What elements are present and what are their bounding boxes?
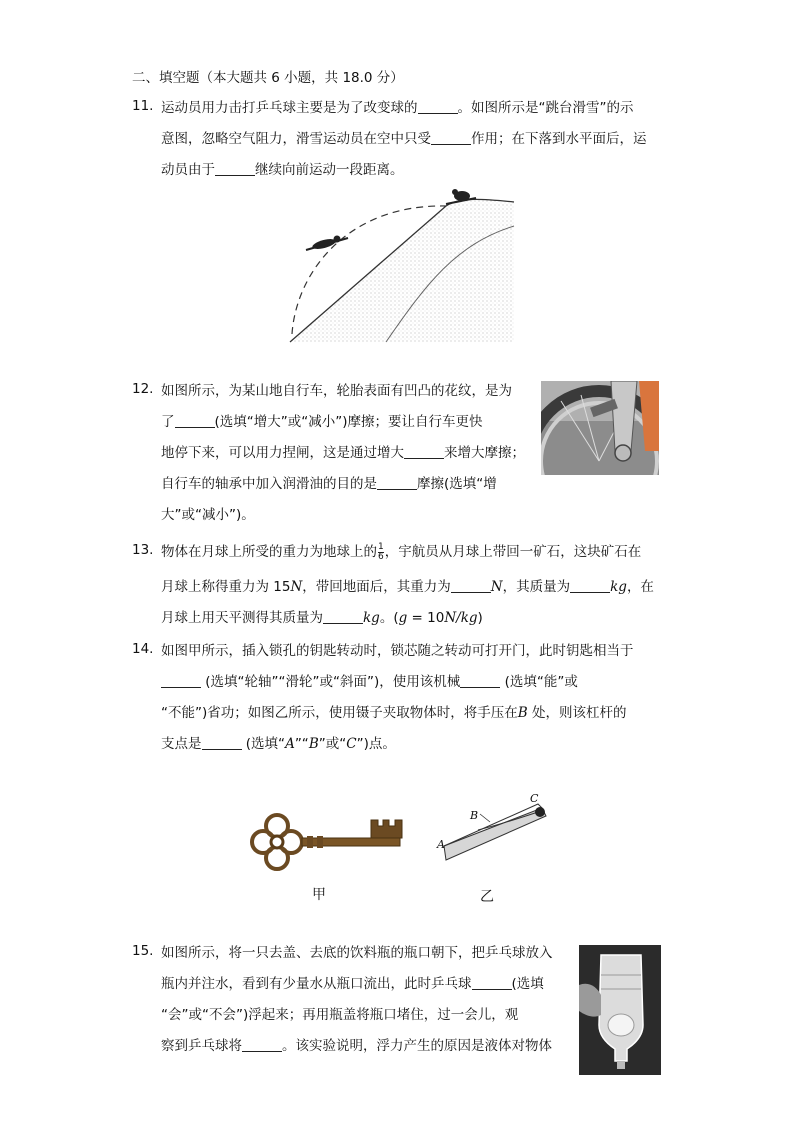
unit-n-per-kg: N/kg <box>444 610 478 626</box>
q14-line-2 <box>161 672 578 692</box>
q14-text: (选填“ <box>241 736 286 752</box>
answer-blank[interactable] <box>472 975 512 990</box>
fraction-numerator: 1 <box>378 541 384 552</box>
q15-line-4 <box>161 1036 552 1056</box>
tweezers-point-a: A <box>437 838 445 851</box>
q13-line-1 <box>161 542 641 562</box>
q12-text: 摩擦(选填“增 <box>417 476 497 492</box>
q12-line-4 <box>161 474 497 494</box>
skier-in-air-icon <box>306 236 348 251</box>
question-number-15: 15. <box>132 943 154 959</box>
q13-text: ，带回地面后，其重力为 <box>302 579 451 595</box>
answer-blank[interactable] <box>175 413 215 428</box>
q13-text: ) <box>477 610 483 626</box>
symbol-g: g <box>398 610 408 626</box>
q12-line-1: 如图所示，为某山地自行车，轮胎表面有凹凸的花纹，是为 <box>161 383 512 399</box>
q12-line-3 <box>161 443 525 463</box>
fraction-one-sixth <box>378 543 384 562</box>
unit-kilogram: kg <box>363 610 380 626</box>
question-number-13: 13. <box>132 542 154 558</box>
q12-text: 自行车的轴承中加入润滑油的目的是 <box>161 476 377 492</box>
q15-text: 瓶内并注水，看到有少量水从瓶口流出，此时乒乓球 <box>161 976 472 992</box>
q11-line-2 <box>161 129 647 149</box>
point-c-label: C <box>346 736 357 752</box>
section-title: 二、填空题（本大题共 6 小题，共 18.0 分） <box>132 70 404 86</box>
q14-text: ”或“ <box>318 736 347 752</box>
q11-line-3 <box>161 160 404 180</box>
answer-blank[interactable] <box>431 130 471 145</box>
q14-text: 处，则该杠杆的 <box>527 705 627 721</box>
key-figure <box>247 806 407 876</box>
caption-jia: 甲 <box>312 887 326 903</box>
q15-text: 察到乒乓球将 <box>161 1038 242 1054</box>
q15-line-2 <box>161 974 544 994</box>
q13-text: ，宇航员从月球上带回一矿石，这块矿石在 <box>384 544 642 560</box>
answer-blank[interactable] <box>377 475 417 490</box>
q11-text: 意图，忽略空气阻力，滑雪运动员在空中只受 <box>161 131 431 147</box>
answer-blank[interactable] <box>418 99 458 114</box>
q13-text: 月球上称得重力为 15 <box>161 579 291 595</box>
q14-text: “不能”)省功；如图乙所示，使用镊子夹取物体时，将手压在 <box>161 705 518 721</box>
unit-newton: N <box>490 579 503 595</box>
q13-line-2 <box>161 577 654 597</box>
tweezers-point-b: B <box>470 809 479 822</box>
answer-blank[interactable] <box>242 1037 282 1052</box>
tweezers-point-c: C <box>530 792 539 805</box>
answer-blank[interactable] <box>323 609 363 624</box>
ski-jump-figure <box>286 184 516 344</box>
answer-blank[interactable] <box>202 735 242 750</box>
q13-text: = 10 <box>407 610 445 626</box>
q13-text: ，其质量为 <box>502 579 571 595</box>
q13-line-3 <box>161 608 483 628</box>
q12-text: 了 <box>161 414 175 430</box>
answer-blank[interactable] <box>215 161 255 176</box>
question-number-12: 12. <box>132 381 154 397</box>
question-number-14: 14. <box>132 641 154 657</box>
q11-text: 。如图所示是“跳台滑雪”的示 <box>457 100 634 116</box>
answer-blank[interactable] <box>161 673 201 688</box>
q14-line-3 <box>161 703 626 723</box>
answer-blank[interactable] <box>404 444 444 459</box>
q14-line-4 <box>161 734 396 754</box>
q15-text: 。该实验说明，浮力产生的原因是液体对物体 <box>282 1038 552 1054</box>
q13-text: ，在 <box>626 579 654 595</box>
caption-yi: 乙 <box>480 889 494 905</box>
q15-text: (选填 <box>511 976 544 992</box>
q14-text: (选填“轮轴”“滑轮”或“斜面”)，使用该机械 <box>201 674 461 690</box>
q11-text: 作用；在下落到水平面后，运 <box>471 131 647 147</box>
question-number-11: 11. <box>132 98 154 114</box>
q12-text: 来增大摩擦； <box>444 445 525 461</box>
q11-text: 运动员用力击打乒乓球主要是为了改变球的 <box>161 100 418 116</box>
q11-text: 动员由于 <box>161 162 215 178</box>
q13-text: 物体在月球上所受的重力为地球上的 <box>161 544 377 560</box>
q13-text: 。( <box>379 610 399 626</box>
bottle-photo <box>579 945 661 1075</box>
q13-text: 月球上用天平测得其质量为 <box>161 610 323 626</box>
q12-text: (选填“增大”或“减小”)摩擦；要让自行车更快 <box>214 414 483 430</box>
q14-text: ”“ <box>294 736 309 752</box>
point-a-label: A <box>285 736 295 752</box>
q14-text: 支点是 <box>161 736 202 752</box>
q14-text: ”)点。 <box>356 736 396 752</box>
answer-blank[interactable] <box>451 578 491 593</box>
q14-line-1: 如图甲所示，插入锁孔的钥匙转动时，锁芯随之转动可打开门，此时钥匙相当于 <box>161 643 634 659</box>
point-b-label: B <box>517 705 528 721</box>
answer-blank[interactable] <box>460 673 500 688</box>
fraction-denominator: 6 <box>378 551 384 562</box>
q15-line-1: 如图所示，将一只去盖、去底的饮料瓶的瓶口朝下，把乒乓球放入 <box>161 945 553 961</box>
q14-text: (选填“能”或 <box>500 674 578 690</box>
bicycle-brake-photo <box>541 381 659 475</box>
unit-newton: N <box>290 579 303 595</box>
q12-text: 地停下来，可以用力捏闸，这是通过增大 <box>161 445 404 461</box>
q12-line-2 <box>161 412 483 432</box>
answer-blank[interactable] <box>570 578 610 593</box>
q11-line-1 <box>161 98 634 118</box>
point-b-label: B <box>308 736 319 752</box>
unit-kilogram: kg <box>610 579 627 595</box>
q12-line-5: 大”或“减小”)。 <box>161 507 255 523</box>
q11-text: 继续向前运动一段距离。 <box>255 162 404 178</box>
q15-line-3: “会”或“不会”)浮起来；再用瓶盖将瓶口堵住，过一会儿，观 <box>161 1007 519 1023</box>
